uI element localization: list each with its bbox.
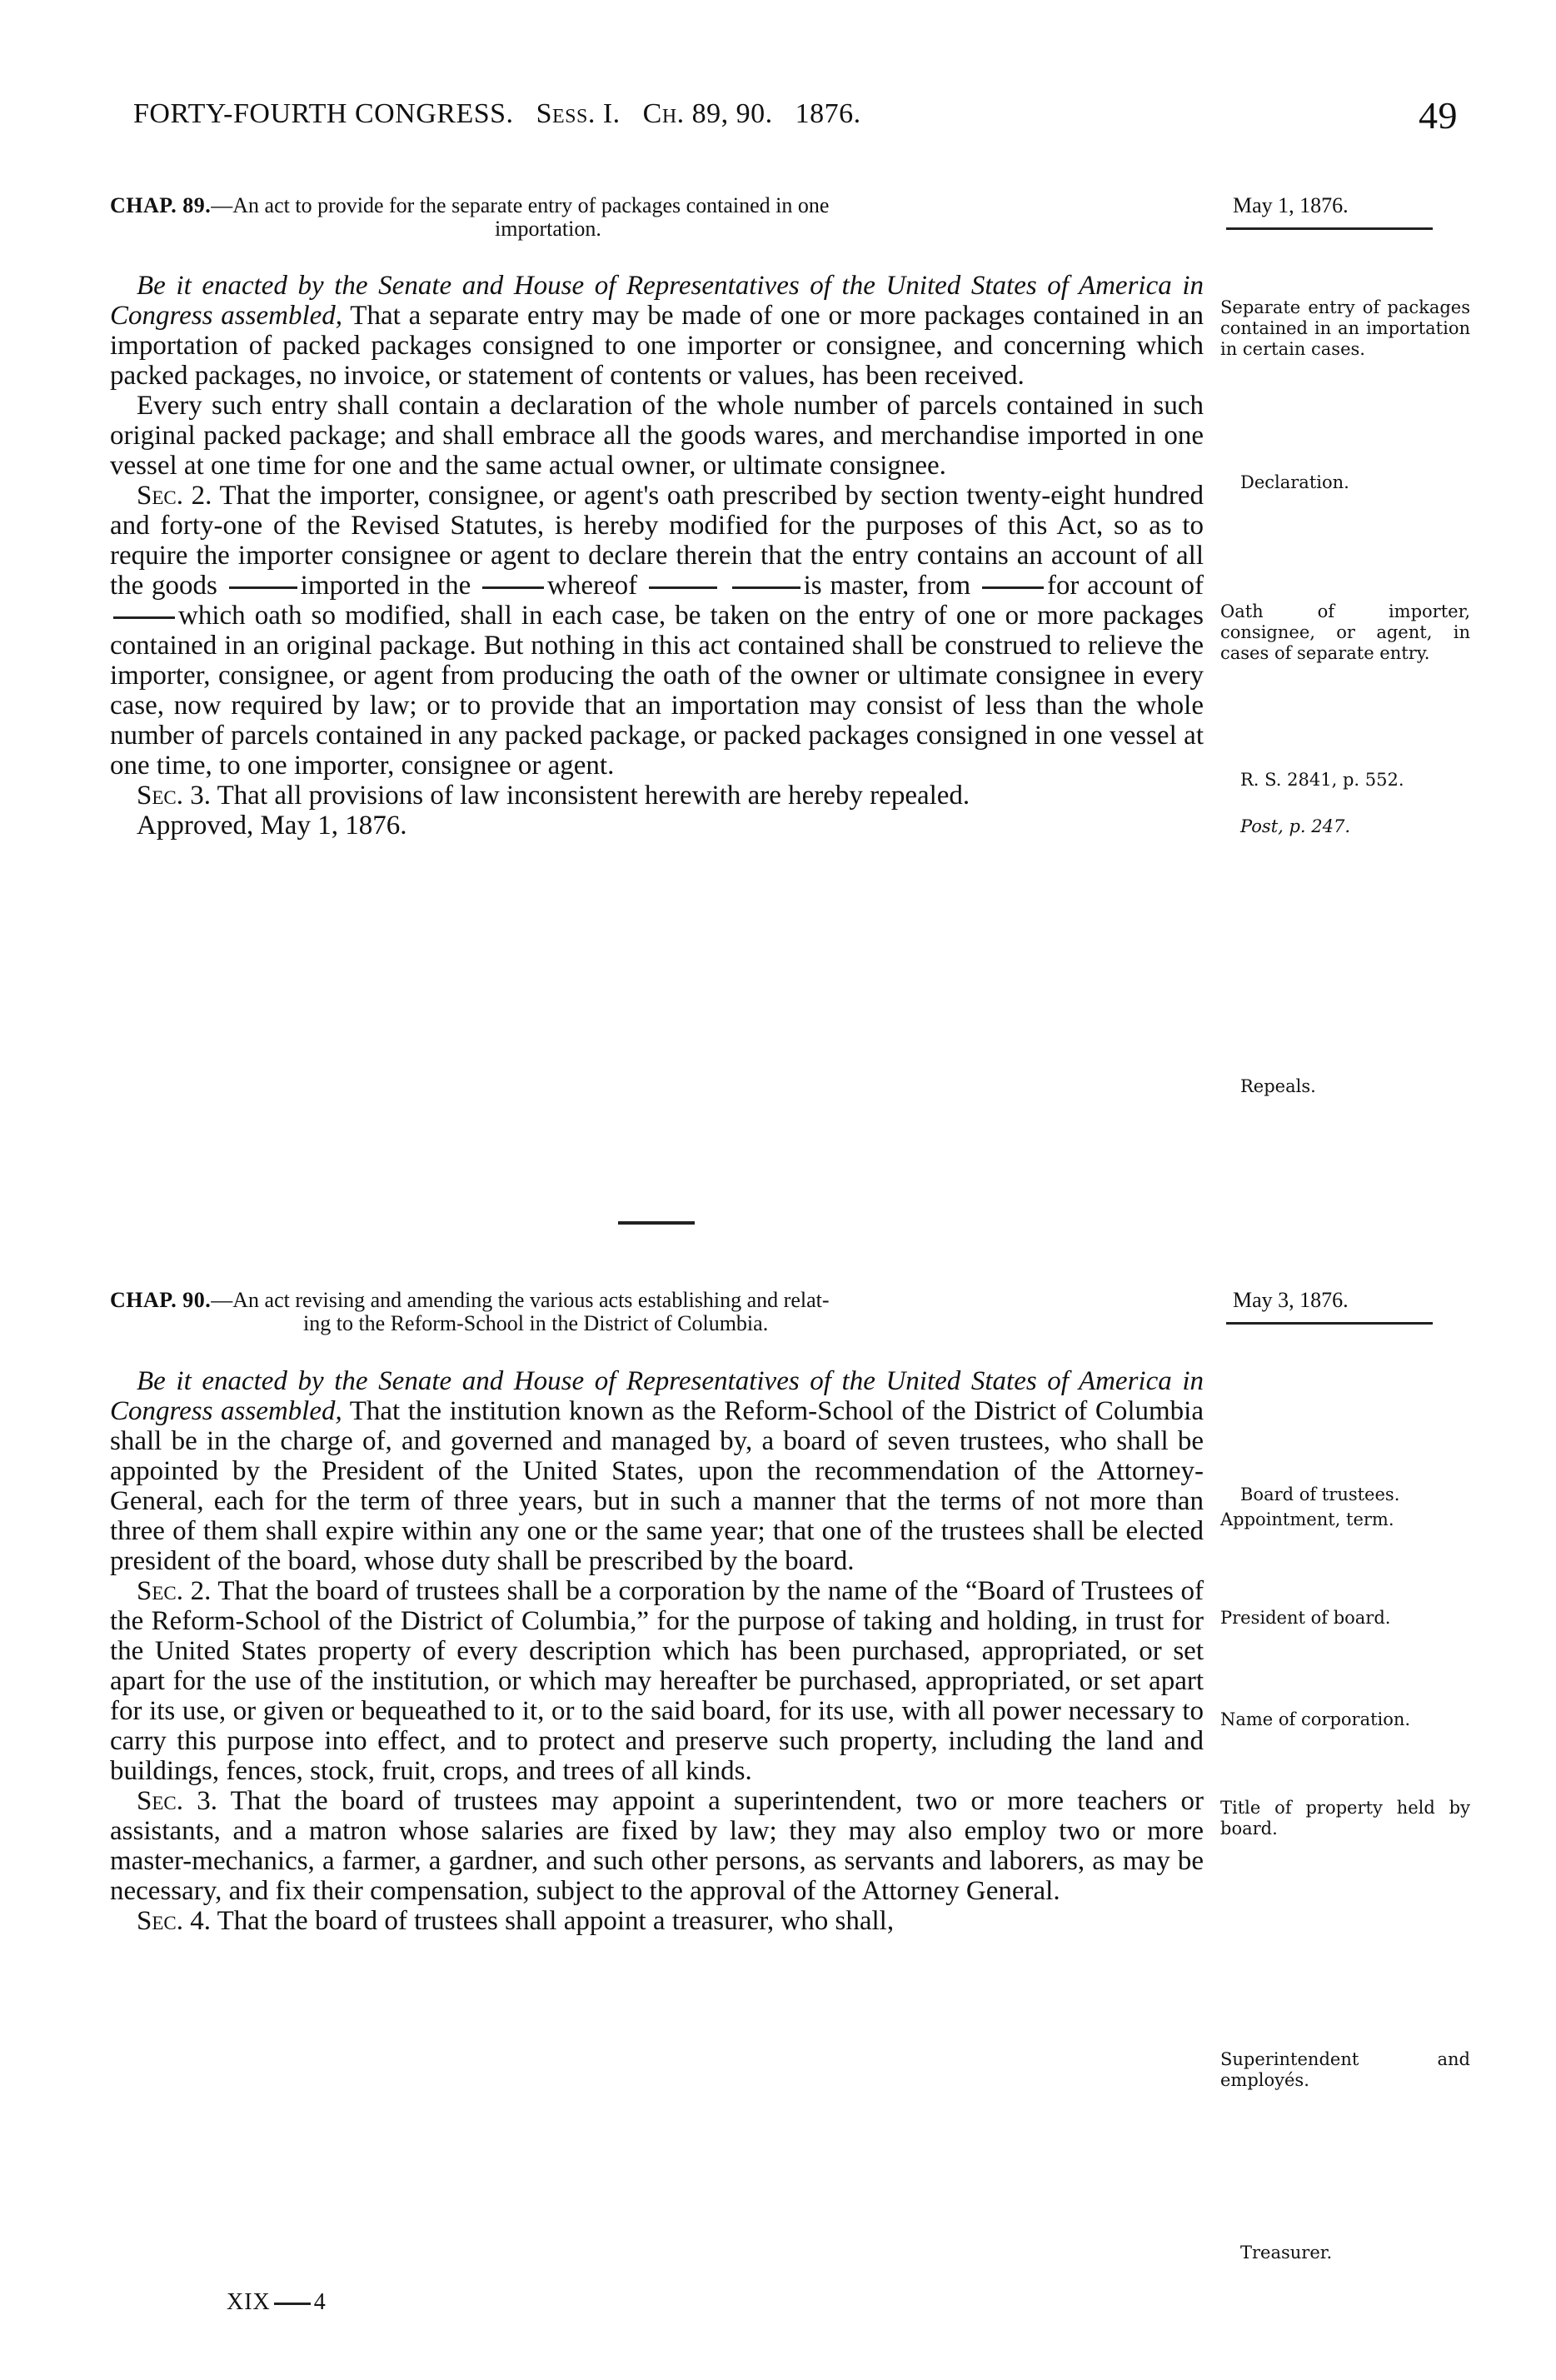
margin-note-separate-entry: Separate entry of packages contained in an importation in certain cases. xyxy=(1220,297,1470,359)
chapter-90-heading xyxy=(110,1289,1204,1335)
signature-volume: XIX xyxy=(227,2289,271,2315)
margin-note-treasurer: Treasurer. xyxy=(1240,2243,1333,2263)
section-label: Sec. 2. xyxy=(137,1576,212,1606)
section-2-text-d: is master, from xyxy=(803,571,971,601)
margin-note-president-of-board: President of board. xyxy=(1220,1608,1391,1628)
section-2-text: That the board of trustees shall be a corporation by the name of the “Board of Trustees of the Reform-School of the District of Columbia,” for the purpose of taking and holding, in trust for the United States property of every description which has been purchased, appropriated, or set apart for the use of the institution, or which may hereafter be purchased, appropriated, or set apart for its use, or given or bequeathed to it, or to the said board, for its use, with all power necessary to carry this purpose into effect, and to protect and preserve such property, including the land and buildings, fences, stock, fruit, crops, and trees of all kinds. xyxy=(110,1576,1204,1786)
chapter-90-title-line2: ing to the Reform-School in the District of Columbia. xyxy=(303,1311,769,1335)
chapter-90-title-line1: —An act revising and amending the various acts establishing and relat- xyxy=(211,1288,830,1312)
chapter-90-date-text: May 3, 1876. xyxy=(1233,1288,1349,1312)
chapter-90-section-2 xyxy=(110,1576,1204,1786)
signature-mark xyxy=(227,2289,327,2316)
chapter-89-body xyxy=(110,271,1204,841)
chapter-90-label: CHAP. 90. xyxy=(110,1288,212,1312)
congress-title: FORTY-FOURTH CONGRESS. xyxy=(133,98,514,129)
chapter-89-enacting-paragraph xyxy=(110,271,1204,391)
chapters-label: Ch. 89, 90. xyxy=(642,98,773,129)
section-label: Sec. 3. xyxy=(137,781,211,811)
chapter-90-section-3 xyxy=(110,1786,1204,1906)
section-3-text: That all provisions of law inconsistent herewith are hereby repealed. xyxy=(211,781,970,811)
blank-line xyxy=(113,616,175,619)
margin-note-repeals: Repeals. xyxy=(1240,1076,1316,1096)
date-rule xyxy=(1226,227,1433,230)
section-2-text-a: That the importer, consignee, or agent's oath prescribed by section twenty-eight hundred and forty-one of the Revised Statutes, is hereby modified for the purposes of this Act, so as to require the importer consignee or agent to declare therein that the entry contains an account of all the goods xyxy=(110,481,1204,601)
blank-line xyxy=(649,586,717,589)
chapter-89-date xyxy=(1233,194,1449,230)
chapter-89-title-line2: importation. xyxy=(495,217,601,241)
section-4-text: That the board of trustees shall appoint a treasurer, who shall, xyxy=(211,1906,895,1936)
chapter-89-approved: Approved, May 1, 1876. xyxy=(137,811,407,841)
margin-note-rs-citation: R. S. 2841, p. 552. xyxy=(1240,770,1404,790)
page-number: 49 xyxy=(1419,94,1458,137)
chapter-89-heading xyxy=(110,194,1204,241)
blank-line xyxy=(982,586,1044,589)
margin-note-appointment-term: Appointment, term. xyxy=(1220,1509,1394,1529)
blank-line xyxy=(229,586,297,589)
chapter-89-declaration-paragraph: Every such entry shall contain a declaration of the whole number of parcels contained in such original packed package; and shall embrace all the goods wares, and merchandise imported in one vessel at one time for one and the same actual owner, or ultimate consignee. xyxy=(110,391,1204,481)
margin-note-title-of-property: Title of property held by board. xyxy=(1220,1798,1470,1839)
chapter-89-section-3 xyxy=(110,781,1204,811)
chapter-89-section-2 xyxy=(110,481,1204,781)
section-2-text-f: which oath so modified, shall in each case, be taken on the entry of one or more packages contained in an original package. But nothing in this act contained shall be construed to relieve the importer, consignee, or agent from producing the oath of the owner or ultimate consignee in every case, now required by law; or to provide that an importation may consist of less than the whole number of parcels contained in any packed package, or packed packages consigned in one vessel at one time, to one importer, consignee or agent. xyxy=(110,601,1204,781)
chapter-89-date-text: May 1, 1876. xyxy=(1233,193,1349,217)
chapter-89-label: CHAP. 89. xyxy=(110,193,212,217)
chapter-90-section-4 xyxy=(110,1906,1204,1936)
chapter-90-para1-text: That the institution known as the Reform-School of the District of Columbia shall be in the charge of, and governed and managed by, a board of seven trustees, who shall be appointed by the President of the United States, upon the recommendation of the Attorney-General, each for the term of three years, but in such a manner that the terms of not more than three of them shall expire within any one or the same year; that one of the trustees shall be elected president of the board, whose duty shall be prescribed by the board. xyxy=(110,1396,1204,1576)
date-rule xyxy=(1226,1322,1433,1325)
section-2-text-c: whereof xyxy=(547,571,638,601)
session-label: Sess. I. xyxy=(536,98,621,129)
chapter-89-title-line1: —An act to provide for the separate entry of packages contained in one xyxy=(211,193,830,217)
margin-note-superintendent: Superintendent and employés. xyxy=(1220,2049,1470,2090)
page-header xyxy=(133,93,1458,143)
enacting-clause: Be it enacted by the Senate and House of Representatives of the United States of America in Congress assembled, xyxy=(110,271,1204,331)
chapter-90-body xyxy=(110,1366,1204,1936)
section-3-text: That the board of trustees may appoint a superintendent, two or more teachers or assistants, and a matron whose salaries are fixed by law; they may also employ two or more master-mechanics, a farmer, a gardner, and such other persons, as servants and laborers, as may be necessary, and fix their compensation, subject to the approval of the Attorney General. xyxy=(110,1786,1204,1906)
signature-dash xyxy=(274,2303,311,2305)
margin-note-oath: Oath of importer, consignee, or agent, in cases of separate entry. xyxy=(1220,601,1470,663)
margin-note-declaration: Declaration. xyxy=(1240,472,1349,492)
margin-note-name-of-corporation: Name of corporation. xyxy=(1220,1709,1411,1729)
margin-note-board-of-trustees: Board of trustees. xyxy=(1240,1484,1400,1504)
chapter-divider xyxy=(618,1221,695,1225)
signature-sheet: 4 xyxy=(313,2289,327,2315)
section-label: Sec. 3. xyxy=(137,1786,217,1816)
section-label: Sec. 2. xyxy=(137,481,212,511)
section-2-text-b: imported in the xyxy=(300,571,471,601)
chapter-89-para1-text: That a separate entry may be made of one or more packages contained in an importation of packed packages consigned to one importer or consignee, and concerning which packed packages, no invoice, or statement of contents or values, has been received. xyxy=(110,301,1204,391)
running-head xyxy=(133,98,861,130)
section-2-text-e: for account of xyxy=(1046,571,1204,601)
chapter-90-date xyxy=(1233,1289,1449,1325)
year-label: 1876. xyxy=(795,98,861,129)
blank-line xyxy=(482,586,544,589)
enacting-clause: Be it enacted by the Senate and House of Representatives of the United States of America in Congress assembled, xyxy=(110,1366,1204,1426)
section-label: Sec. 4. xyxy=(137,1906,211,1936)
margin-note-post-reference: Post, p. 247. xyxy=(1240,816,1351,836)
chapter-90-enacting-paragraph xyxy=(110,1366,1204,1576)
blank-line xyxy=(732,586,800,589)
